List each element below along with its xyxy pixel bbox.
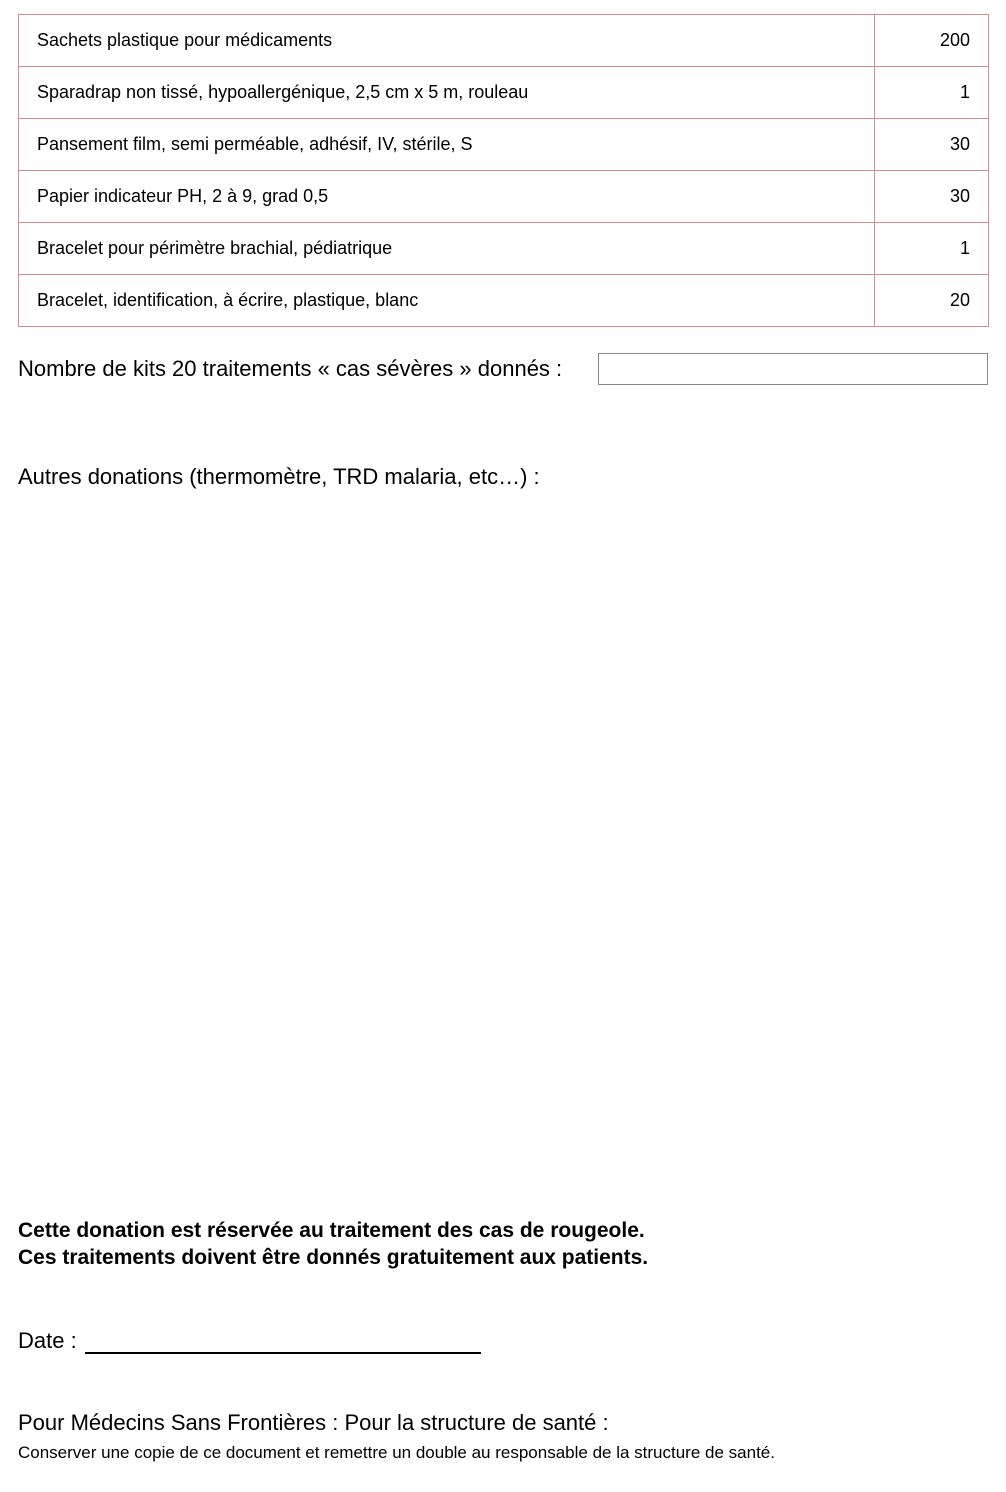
table-row	[19, 15, 989, 67]
item-quantity: 20	[875, 275, 989, 327]
item-quantity: 1	[875, 223, 989, 275]
other-donations-label: Autres donations (thermomètre, TRD malaria, etc…) :	[18, 464, 540, 489]
item-quantity: 200	[875, 15, 989, 67]
item-description: Papier indicateur PH, 2 à 9, grad 0,5	[19, 171, 875, 223]
item-quantity: 30	[875, 171, 989, 223]
table-row	[19, 67, 989, 119]
date-underline[interactable]	[85, 1328, 481, 1354]
supplies-table	[18, 14, 989, 327]
date-field	[18, 1328, 481, 1354]
table-row	[19, 119, 989, 171]
table-row	[19, 275, 989, 327]
table-row	[19, 171, 989, 223]
item-quantity: 30	[875, 119, 989, 171]
item-description: Bracelet, identification, à écrire, plastique, blanc	[19, 275, 875, 327]
table-row	[19, 223, 989, 275]
signatures-line: Pour Médecins Sans Frontières : Pour la structure de santé :	[18, 1410, 609, 1435]
date-label: Date :	[18, 1328, 77, 1353]
footer-note: Conserver une copie de ce document et remettre un double au responsable de la structure de santé.	[18, 1443, 775, 1462]
item-description: Bracelet pour périmètre brachial, pédiatrique	[19, 223, 875, 275]
item-description: Pansement film, semi perméable, adhésif, IV, stérile, S	[19, 119, 875, 171]
donation-notice	[18, 1217, 648, 1271]
notice-line-2: Ces traitements doivent être donnés gratuitement aux patients.	[18, 1246, 649, 1269]
notice-line-1: Cette donation est réservée au traitement des cas de rougeole.	[18, 1219, 645, 1242]
item-quantity: 1	[875, 67, 989, 119]
item-description: Sparadrap non tissé, hypoallergénique, 2,5 cm x 5 m, rouleau	[19, 67, 875, 119]
item-description: Sachets plastique pour médicaments	[19, 15, 875, 67]
kits-count-input[interactable]	[598, 353, 988, 385]
kits-count-label: Nombre de kits 20 traitements « cas sévères » donnés :	[18, 356, 563, 381]
